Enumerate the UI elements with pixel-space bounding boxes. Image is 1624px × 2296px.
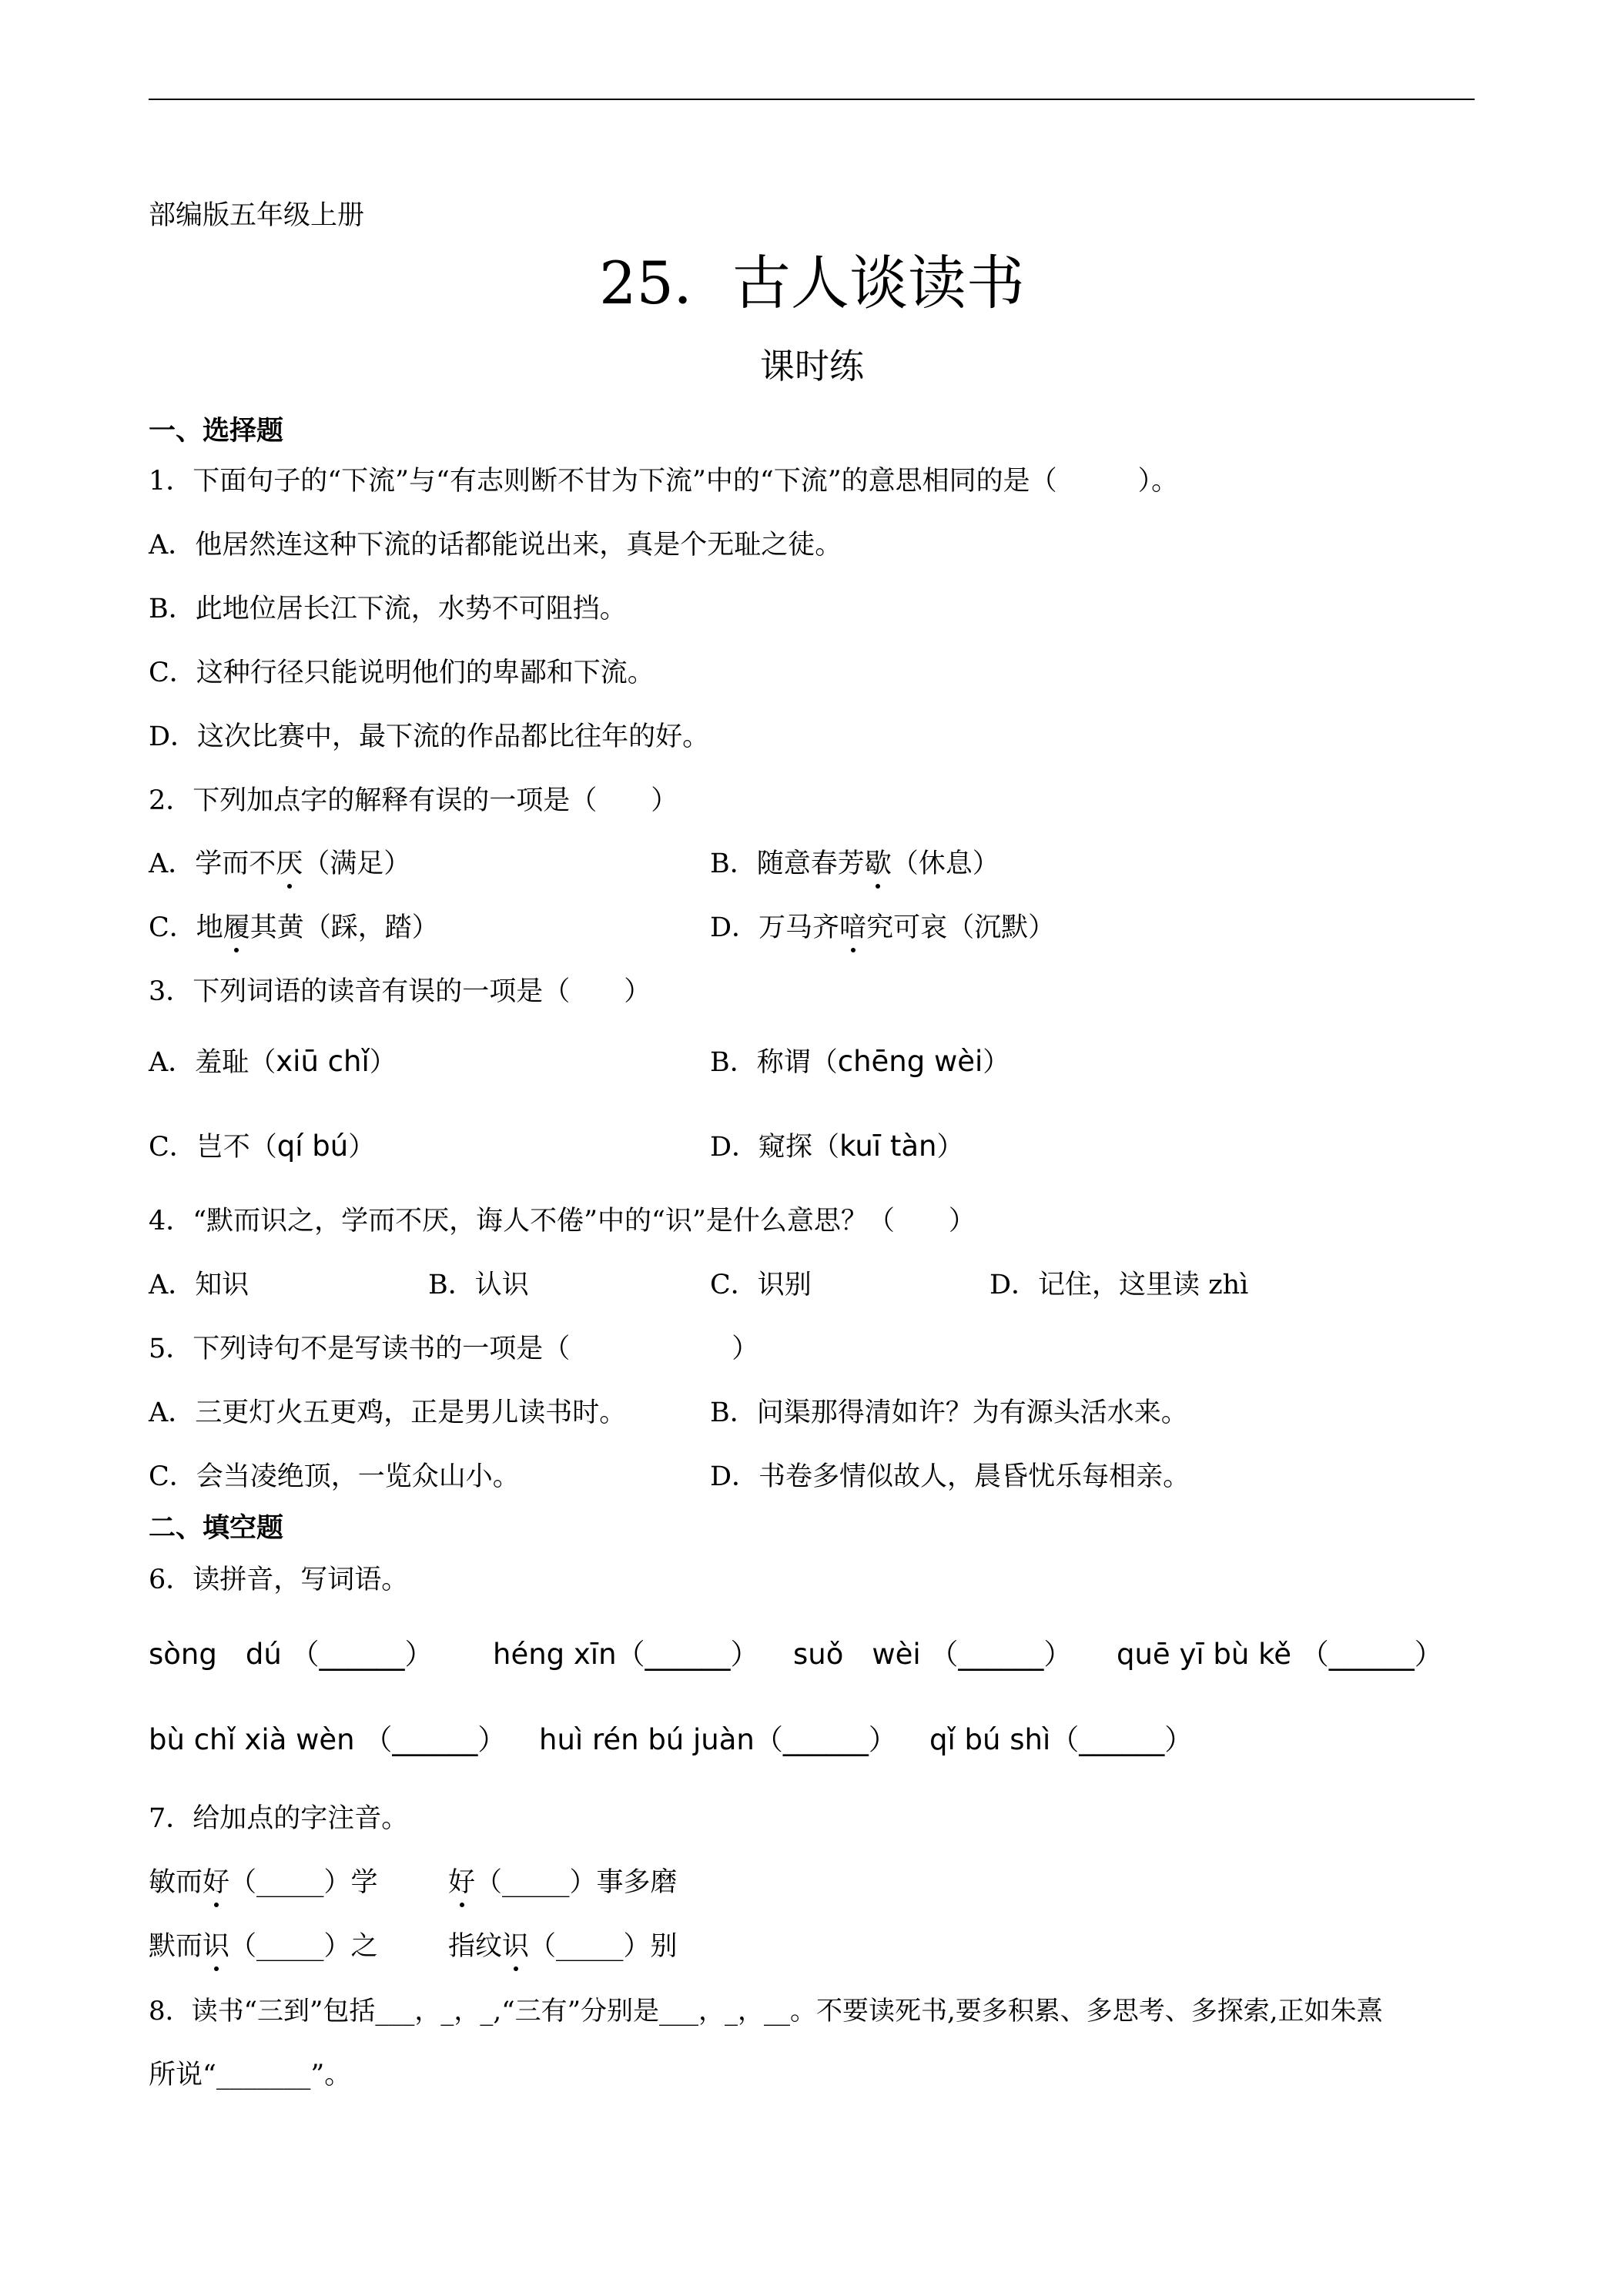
question-4-option-a: A．知识 [149,1270,249,1300]
page-subtitle: 课时练 [759,346,864,387]
question-1-option-c: C．这种行径只能说明他们的卑鄙和下流。 [149,658,655,688]
question-4-option-b: B．认识 [428,1270,529,1300]
question-5-option-b: B．问渠那得清如许？为有源头活水来。 [710,1397,1188,1428]
emphasis-dot-char: 喑 [839,912,867,943]
question-6-stem: 6．读拼音，写词语。 [149,1565,409,1595]
question-1-option-a: A．他居然连这种下流的话都能说出来，真是个无耻之徒。 [149,530,842,561]
question-5-stem: 5．下列诗句不是写读书的一项是（ ） [149,1334,759,1364]
question-1-option-d: D．这次比赛中，最下流的作品都比往年的好。 [149,721,710,752]
header-rule [149,99,1475,100]
emphasis-dot-char: 好 [203,1867,230,1898]
question-2-stem: 2．下列加点字的解释有误的一项是（ ） [149,785,678,816]
question-7-item-4: 指纹识（_____）别 [448,1931,678,1962]
series-label: 部编版五年级上册 [149,200,365,231]
pinyin-blank: qǐ bú shì（______） [929,1723,1194,1756]
emphasis-dot-char: 厌 [276,848,303,879]
emphasis-dot-char: 好 [448,1867,476,1898]
question-4-option-c: C．识别 [710,1270,812,1300]
pinyin-blank: bù chǐ xià wèn （______） [149,1723,507,1756]
section-heading-choice: 一、选择题 [149,415,284,447]
question-7-item-2: 好（_____）事多磨 [448,1867,678,1898]
question-5-option-d: D．书卷多情似故人，晨昏忧乐每相亲。 [710,1461,1190,1492]
question-1-option-b: B．此地位居长江下流，水势不可阻挡。 [149,594,627,624]
emphasis-dot-char: 履 [223,912,250,943]
question-1-stem: 1．下面句子的“下流”与“有志则断不甘为下流”中的“下流”的意思相同的是（ ）。 [149,466,1179,497]
question-3-option-a: A．羞耻（xiū chǐ） [149,1045,397,1078]
emphasis-dot-char: 识 [203,1931,230,1962]
emphasis-dot-char: 歇 [864,848,892,879]
question-7-item-3: 默而识（_____）之 [149,1931,378,1962]
page-title: 25．古人谈读书 [599,249,1025,317]
pinyin-blank: suǒ wèi （______） [793,1638,1073,1671]
question-3-option-b: B．称谓（chēng wèi） [710,1045,1010,1078]
pinyin-blank: huì rén bú juàn（______） [539,1723,897,1756]
question-3-option-c: C．岂不（qí bú） [149,1130,376,1163]
pinyin-blank: héng xīn（______） [493,1638,759,1671]
pinyin-blank: sòng dú （______） [149,1638,434,1671]
question-8-line-1: 8．读书“三到”包括___，_，_,“三有”分别是___，_，__。不要读死书,要多积累、多思考、多探索,正如朱熹 [149,1996,1383,2027]
question-4-stem: 4．“默而识之，学而不厌，诲人不倦”中的“识”是什么意思？（ ） [149,1206,976,1237]
question-3-option-d: D．窥探（kuī tàn） [710,1130,964,1163]
question-2-option-c: C．地履其黄（踩，踏） [149,912,439,943]
question-4-option-d: D．记住，这里读 zhì [989,1270,1249,1300]
question-7-item-1: 敏而好（_____）学 [149,1867,378,1898]
question-5-option-c: C．会当凌绝顶，一览众山小。 [149,1461,520,1492]
question-7-stem: 7．给加点的字注音。 [149,1803,409,1834]
question-2-option-b: B．随意春芳歇（休息） [710,848,1000,879]
section-heading-fill: 二、填空题 [149,1512,284,1544]
question-2-option-a: A．学而不厌（满足） [149,848,411,879]
question-2-option-d: D．万马齐喑究可哀（沉默） [710,912,1056,943]
question-5-option-a: A．三更灯火五更鸡，正是男儿读书时。 [149,1397,627,1428]
pinyin-blank: quē yī bù kě （______） [1117,1638,1443,1671]
emphasis-dot-char: 识 [502,1931,530,1962]
question-3-stem: 3．下列词语的读音有误的一项是（ ） [149,976,651,1007]
question-8-line-2: 所说“_______”。 [149,2060,352,2090]
